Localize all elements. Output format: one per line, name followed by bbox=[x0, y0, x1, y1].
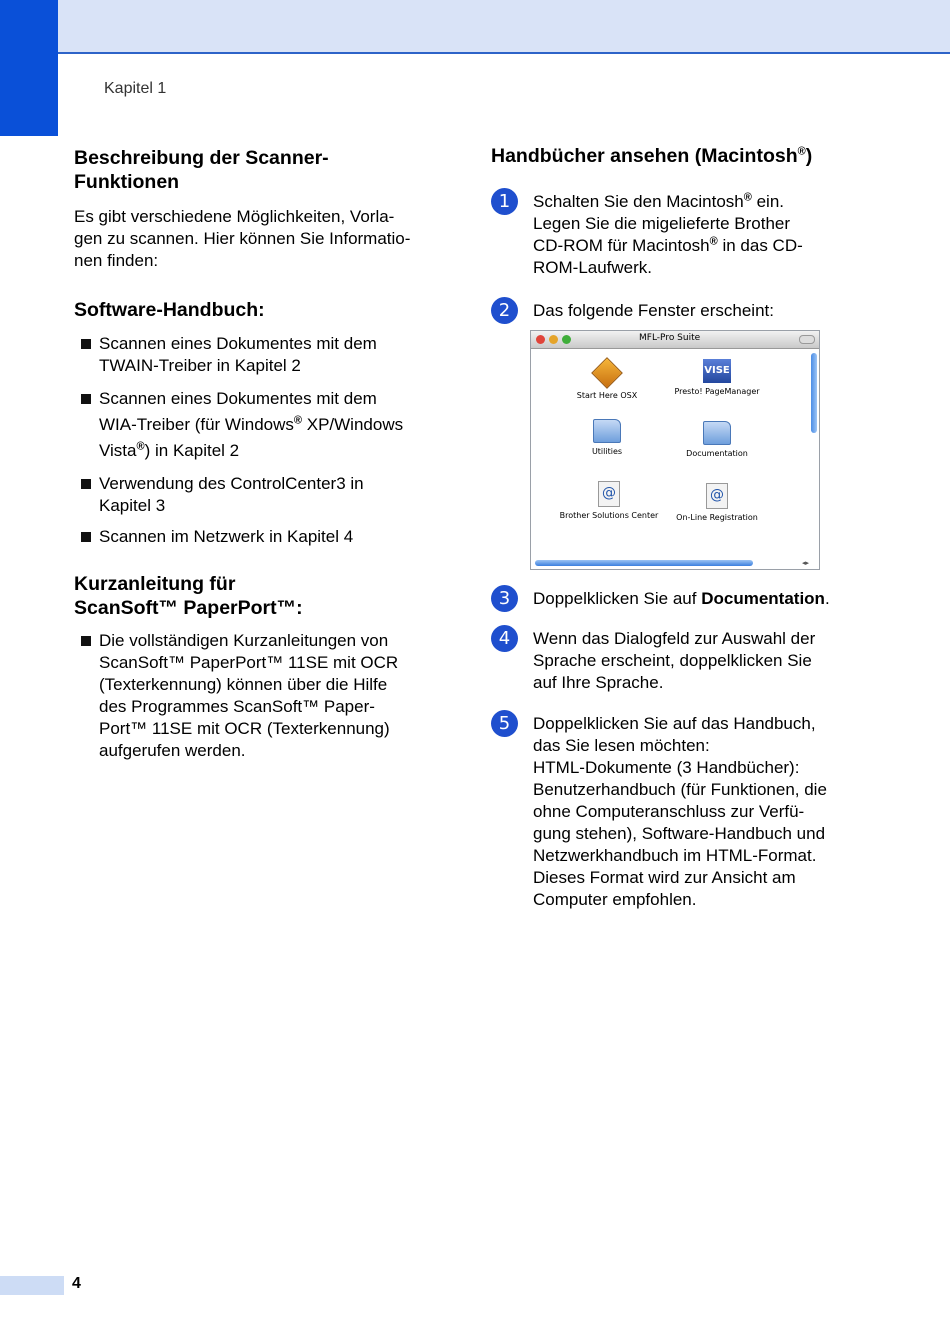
intro-text: Es gibt verschiedene Möglichkeiten, Vorla- gen zu scannen. Hier können Sie Informatio- nen finden: bbox=[74, 207, 411, 270]
step-5: 5 Doppelklicken Sie auf das Handbuch, das Sie lesen möchten: HTML-Dokumente (3 Handbücher): Benutzerhandbuch (für Funktionen, die ohne Computeranschluss zur Verfü- gung stehen), Software-Handbuch und Netzwerkhandbuch im HTML-Format. Dieses Format wird zur Ansicht am Computer empfohlen. bbox=[491, 713, 903, 911]
list-item: Verwendung des ControlCenter3 in Kapitel 3 bbox=[74, 473, 454, 517]
step-4: 4 Wenn das Dialogfeld zur Auswahl der Sprache erscheint, doppelklicken Sie auf Ihre Sprache. bbox=[491, 628, 903, 694]
footer-band bbox=[0, 1276, 64, 1295]
web-link-icon: @ bbox=[706, 483, 728, 509]
page-number: 4 bbox=[72, 1275, 81, 1292]
utilities-item[interactable]: Utilities bbox=[567, 419, 647, 456]
header-band bbox=[0, 0, 950, 54]
list-item: Scannen eines Dokumentes mit dem TWAIN-Treiber in Kapitel 2 bbox=[74, 333, 454, 377]
software-list bbox=[74, 333, 454, 548]
folder-icon bbox=[703, 421, 731, 445]
section-title-scanner: Beschreibung der Scanner- Funktionen bbox=[74, 147, 329, 193]
step-number-icon: 4 bbox=[491, 625, 518, 652]
package-icon bbox=[591, 357, 623, 389]
left-column bbox=[74, 146, 454, 771]
step-number-icon: 5 bbox=[491, 710, 518, 737]
online-registration-item[interactable]: @ On-Line Registration bbox=[663, 483, 771, 522]
step-number-icon: 3 bbox=[491, 585, 518, 612]
step-2: 2 Das folgende Fenster erscheint: bbox=[491, 300, 903, 322]
minimize-icon bbox=[549, 335, 558, 344]
toolbar-toggle-icon bbox=[799, 335, 815, 344]
step-number-icon: 2 bbox=[491, 297, 518, 324]
list-item: Scannen im Netzwerk in Kapitel 4 bbox=[74, 526, 454, 548]
window-title: MFL-Pro Suite bbox=[639, 333, 701, 343]
documentation-item[interactable]: Documentation bbox=[667, 421, 767, 458]
folder-icon bbox=[593, 419, 621, 443]
presto-icon: VISE bbox=[703, 359, 731, 383]
close-icon bbox=[536, 335, 545, 344]
chapter-label: Kapitel 1 bbox=[104, 80, 167, 97]
bullet-icon bbox=[81, 479, 91, 489]
mfl-pro-suite-window bbox=[530, 330, 820, 570]
bullet-icon bbox=[81, 394, 91, 404]
presto-pagemanager-item[interactable]: VISE Presto! PageManager bbox=[667, 359, 767, 396]
window-titlebar bbox=[531, 331, 819, 349]
zoom-icon bbox=[562, 335, 571, 344]
section-title-macintosh: Handbücher ansehen (Macintosh®) bbox=[491, 145, 813, 167]
step-1: 1 Schalten Sie den Macintosh® ein. Legen Sie die migelieferte Brother CD-ROM für Macintosh® in das CD- ROM-Laufwerk. bbox=[491, 191, 861, 279]
step-number-icon: 1 bbox=[491, 188, 518, 215]
list-item: Scannen eines Dokumentes mit dem WIA-Treiber (für Windows® XP/Windows Vista®) in Kapitel 2 bbox=[74, 386, 454, 464]
bullet-icon bbox=[81, 339, 91, 349]
chapter-tab bbox=[0, 0, 58, 136]
scroll-arrows-icon[interactable]: ◂▸ bbox=[801, 560, 809, 567]
bullet-icon bbox=[81, 636, 91, 646]
list-item: Die vollständigen Kurzanleitungen von ScanSoft™ PaperPort™ 11SE mit OCR (Texterkennung) können über die Hilfe des Programmes ScanSoft™ Paper- Port™ 11SE mit OCR (Texterkennung) aufgerufen werden. bbox=[74, 630, 454, 762]
step-3: 3 Doppelklicken Sie auf Documentation. bbox=[491, 588, 913, 610]
paperport-list bbox=[74, 630, 454, 762]
section-title-paperport: Kurzanleitung für ScanSoft™ PaperPort™: bbox=[74, 573, 303, 619]
vertical-scrollbar[interactable] bbox=[811, 353, 817, 433]
web-link-icon: @ bbox=[598, 481, 620, 507]
start-here-osx-item[interactable]: Start Here OSX bbox=[567, 359, 647, 400]
section-title-software: Software-Handbuch: bbox=[74, 299, 265, 321]
horizontal-scrollbar[interactable] bbox=[535, 560, 753, 566]
brother-solutions-center-item[interactable]: @ Brother Solutions Center bbox=[545, 481, 673, 520]
bullet-icon bbox=[81, 532, 91, 542]
right-column bbox=[491, 142, 861, 909]
